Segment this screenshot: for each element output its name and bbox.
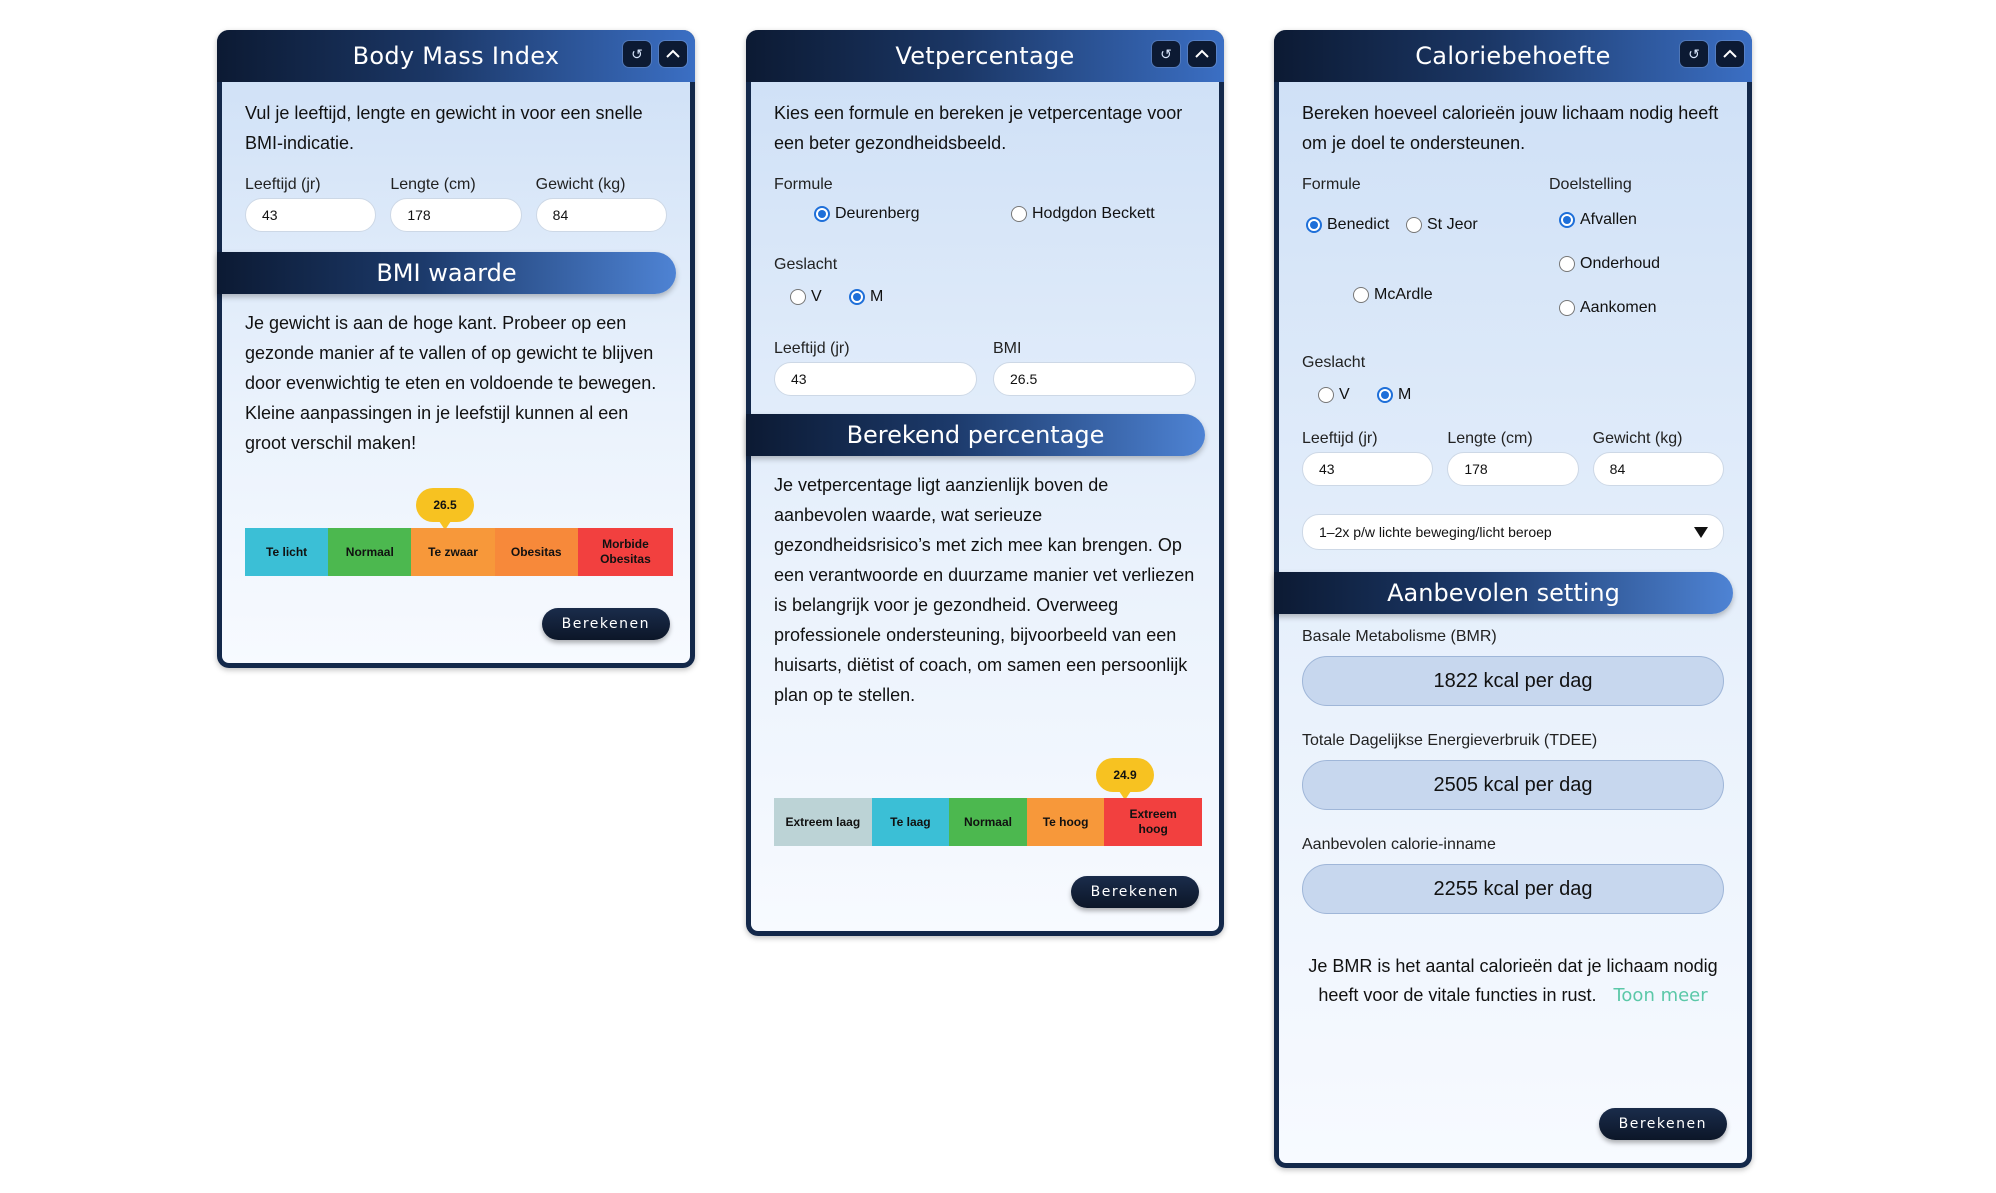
radio-selected-icon: [849, 289, 865, 305]
fat-scale-segment: Extreem laag: [774, 798, 872, 846]
recommended-intake-value: 2255 kcal per dag: [1302, 864, 1724, 914]
gender-m-radio[interactable]: [1377, 386, 1411, 404]
fat-age-input[interactable]: 43: [774, 362, 977, 396]
calorie-age-input[interactable]: 43: [1302, 452, 1433, 486]
formula-deurenberg-radio[interactable]: [814, 205, 920, 223]
fat-scale-segment: Te hoog: [1027, 798, 1105, 846]
gender-v-radio[interactable]: [1318, 386, 1350, 404]
bmr-note: [1302, 952, 1724, 1010]
calorie-intro: Bereken hoeveel calorieën jouw lichaam nodig heeft om je doel te ondersteunen.: [1302, 103, 1719, 153]
bmi-calculate-button[interactable]: Berekenen: [542, 608, 670, 640]
goal-option-label: Afvallen: [1580, 211, 1637, 228]
fat-calculate-button[interactable]: Berekenen: [1071, 876, 1199, 908]
radio-selected-icon: [1559, 212, 1575, 228]
fat-bmi-input[interactable]: 26.5: [993, 362, 1196, 396]
fat-formula-label: Formule: [774, 176, 833, 193]
formula-stjeor-radio[interactable]: [1406, 216, 1478, 234]
bmi-intro: Vul je leeftijd, lengte en gewicht in voor een snelle BMI-indicatie.: [245, 103, 643, 153]
goal-option-label: Aankomen: [1580, 299, 1657, 316]
fat-section-bar: [746, 414, 1205, 456]
calorie-weight-input[interactable]: 84: [1593, 452, 1724, 486]
radio-selected-icon: [1306, 217, 1322, 233]
fat-scale-segment: Extreem hoog: [1104, 798, 1202, 846]
gender-option-label: M: [1398, 386, 1412, 403]
goal-afvallen-radio[interactable]: [1559, 211, 1637, 229]
activity-select[interactable]: [1302, 514, 1724, 550]
fat-card: [746, 30, 1224, 936]
calorie-section-title: Aanbevolen setting: [1387, 579, 1620, 607]
calorie-age-label: Leeftijd (jr): [1302, 430, 1378, 447]
fat-age-label: Leeftijd (jr): [774, 340, 850, 357]
goal-aankomen-radio[interactable]: [1559, 299, 1657, 317]
radio-selected-icon: [814, 206, 830, 222]
triangle-down-icon: [1693, 526, 1709, 542]
calorie-card-header: [1274, 30, 1752, 82]
fat-section-title: Berekend percentage: [846, 421, 1105, 449]
age-input[interactable]: 43: [245, 198, 376, 232]
fat-scale-segment: Te laag: [872, 798, 950, 846]
formula-option-label: Deurenberg: [835, 205, 920, 222]
bmi-scale-segment: Obesitas: [495, 528, 578, 576]
bmi-value-marker: 26.5: [416, 488, 474, 522]
goal-option-label: Onderhoud: [1580, 255, 1661, 272]
bmi-result-text: Je gewicht is aan de hoge kant. Probeer op een gezonde manier af te vallen of op gewicht te blijven door evenwichtig te eten en voldoende te bewegen. Kleine aanpassingen in je leefstijl kunnen al een groot verschil maken!: [245, 313, 657, 453]
calorie-section-bar: [1274, 572, 1733, 614]
bmr-note-text: Je BMR is het aantal calorieën dat je lichaam nodig heeft voor de vitale functies in rust.: [1308, 956, 1718, 1005]
bmr-label: Basale Metabolisme (BMR): [1302, 628, 1497, 645]
bmi-scale: [245, 528, 673, 576]
radio-empty-icon: [790, 289, 806, 305]
bmi-section-title: BMI waarde: [376, 259, 517, 287]
radio-selected-icon: [1377, 387, 1393, 403]
fat-intro: Kies een formule en bereken je vetpercentage voor een beter gezondheidsbeeld.: [774, 103, 1183, 153]
chevron-up-icon[interactable]: [659, 41, 687, 67]
tdee-label: Totale Dagelijkse Energieverbruik (TDEE): [1302, 732, 1598, 749]
formula-option-label: St Jeor: [1427, 216, 1478, 233]
chevron-up-icon[interactable]: [1716, 41, 1744, 67]
tdee-value: 2505 kcal per dag: [1302, 760, 1724, 810]
bmi-section-bar: [217, 252, 676, 294]
radio-empty-icon: [1406, 217, 1422, 233]
formula-benedict-radio[interactable]: [1306, 216, 1389, 234]
calorie-weight-label: Gewicht (kg): [1592, 430, 1683, 447]
formula-option-label: Benedict: [1327, 216, 1390, 233]
reset-icon[interactable]: ↺: [623, 41, 651, 67]
calorie-length-label: Lengte (cm): [1447, 430, 1533, 447]
formula-mcardle-radio[interactable]: [1353, 286, 1433, 304]
bmi-scale-segment: Te licht: [245, 528, 328, 576]
radio-empty-icon: [1559, 256, 1575, 272]
bmr-value: 1822 kcal per dag: [1302, 656, 1724, 706]
gender-option-label: M: [870, 288, 884, 305]
reset-icon[interactable]: ↺: [1152, 41, 1180, 67]
fat-card-header: [746, 30, 1224, 82]
fat-result-text: Je vetpercentage ligt aanzienlijk boven de aanbevolen waarde, wat serieuze gezondheidsrisico’s met zich mee kan brengen. Op een verantwoorde en duurzame manier vet verliezen is belangrijk voor je gezondheid. Overweeg professionele ondersteuning, bijvoorbeeld van een huisarts, diëtist of coach, om samen een persoonlijk plan op te stellen.: [774, 475, 1195, 705]
recommended-intake-label: Aanbevolen calorie-inname: [1302, 836, 1496, 853]
bmi-scale-segment: Morbide Obesitas: [578, 528, 673, 576]
formula-option-label: McArdle: [1374, 286, 1433, 303]
calorie-length-input[interactable]: 178: [1447, 452, 1578, 486]
gender-v-radio[interactable]: [790, 288, 822, 306]
weight-input[interactable]: 84: [536, 198, 667, 232]
radio-empty-icon: [1318, 387, 1334, 403]
fat-value-marker: 24.9: [1096, 758, 1154, 792]
reset-icon[interactable]: ↺: [1680, 41, 1708, 67]
fat-card-title: Vetpercentage: [895, 42, 1075, 70]
calorie-formula-label: Formule: [1302, 176, 1361, 193]
bmi-card: [217, 30, 695, 668]
show-more-link[interactable]: Toon meer: [1613, 985, 1708, 1006]
length-input[interactable]: 178: [390, 198, 521, 232]
fat-gender-label: Geslacht: [774, 256, 838, 273]
gender-option-label: V: [1339, 386, 1350, 403]
radio-empty-icon: [1011, 206, 1027, 222]
formula-option-label: Hodgdon Beckett: [1032, 205, 1155, 222]
weight-label: Gewicht (kg): [535, 176, 626, 193]
calorie-card-title: Caloriebehoefte: [1415, 42, 1611, 70]
bmi-card-title: Body Mass Index: [352, 42, 560, 70]
fat-scale: [774, 798, 1202, 846]
fat-bmi-label: BMI: [993, 340, 1022, 357]
calorie-gender-label: Geslacht: [1302, 354, 1366, 371]
bmi-scale-segment: Te zwaar: [411, 528, 494, 576]
radio-empty-icon: [1559, 300, 1575, 316]
bmi-card-header: [217, 30, 695, 82]
gender-m-radio[interactable]: [849, 288, 883, 306]
bmi-scale-segment: Normaal: [328, 528, 411, 576]
calorie-calculate-button[interactable]: Berekenen: [1599, 1108, 1727, 1140]
formula-hodgdon-radio[interactable]: [1011, 205, 1155, 223]
calorie-goal-label: Doelstelling: [1549, 176, 1632, 193]
fat-scale-segment: Normaal: [949, 798, 1027, 846]
age-label: Leeftijd (jr): [245, 176, 321, 193]
chevron-up-icon[interactable]: [1188, 41, 1216, 67]
gender-option-label: V: [811, 288, 822, 305]
radio-empty-icon: [1353, 287, 1369, 303]
goal-onderhoud-radio[interactable]: [1559, 255, 1660, 273]
length-label: Lengte (cm): [390, 176, 476, 193]
activity-select-value: 1–2x p/w lichte beweging/licht beroep: [1319, 524, 1552, 540]
calorie-card: [1274, 30, 1752, 1168]
